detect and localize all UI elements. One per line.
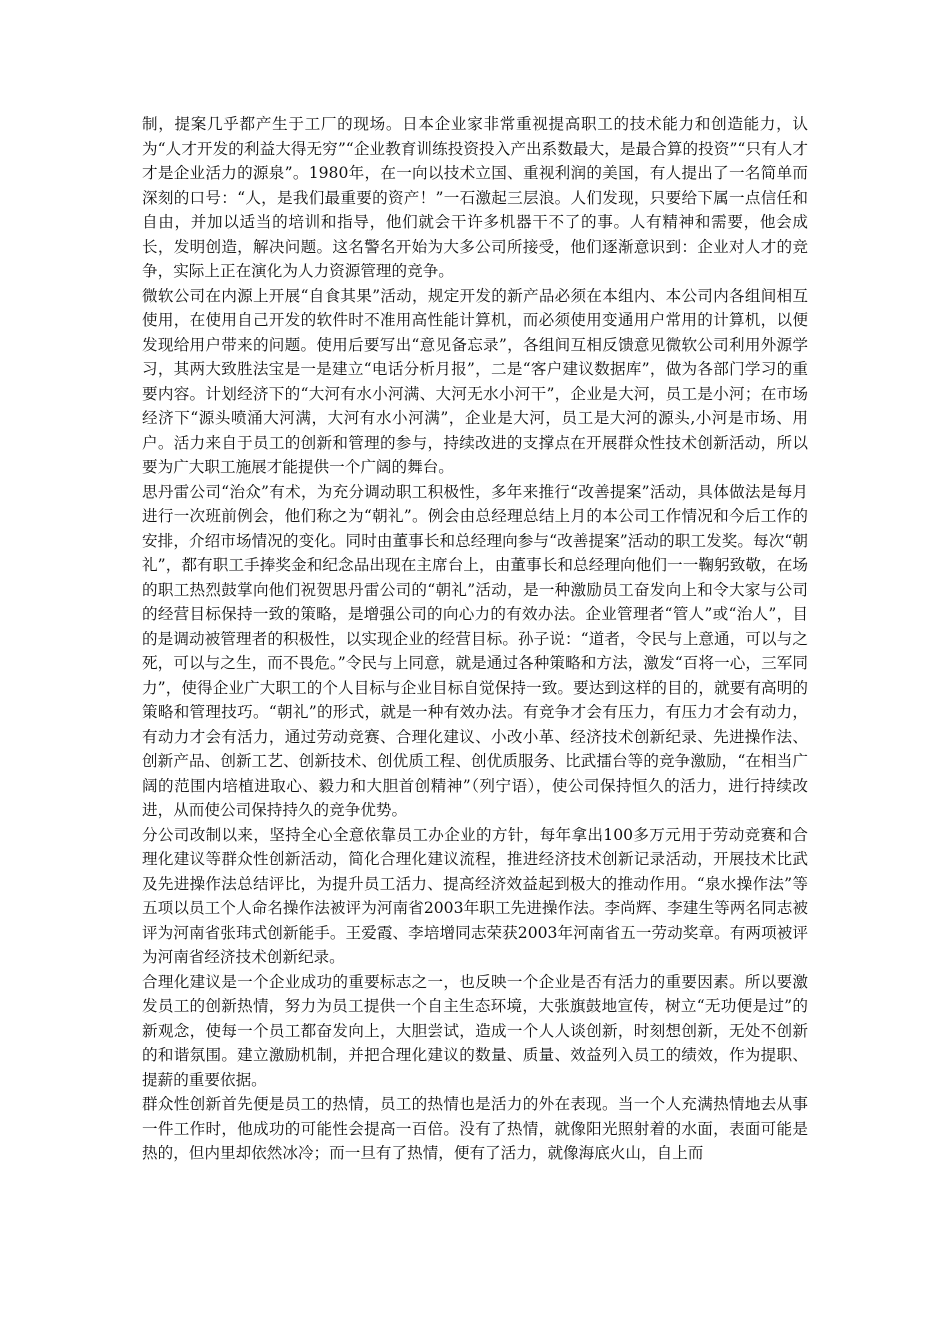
paragraph: 思丹雷公司“治众”有术，为充分调动职工积极性，多年来推行“改善提案”活动，具体做法是每月进行一次班前例会，他们称之为“朝礼”。例会由总经理总结上月的本公司工作情况和今后工作的安排，介绍市场情况的变化。同时由董事长和总经理向参与“改善提案”活动的职工发奖。每次“朝礼”，都有职工手捧奖金和纪念品出现在主席台上，由董事长和总经理向他们一一鞠躬致敬，在场的职工热烈鼓掌向他们祝贺思丹雷公司的“朝礼”活动，是一种激励员工奋发向上和令大家与公司的经营目标保持一致的策略，是增强公司的向心力的有效办法。企业管理者“管人”或“治人”，目的是调动被管理者的积极性，以实现企业的经营目标。孙子说：“道者，令民与上意通，可以与之死，可以与之生，而不畏危。”令民与上同意，就是通过各种策略和方法，激发“百将一心，三军同力”，使得企业广大职工的个人目标与企业目标自觉保持一致。要达到这样的目的，就要有高明的策略和管理技巧。“朝礼”的形式，就是一种有效办法。有竞争才会有压力，有压力才会有动力，有动力才会有活力，通过劳动竞赛、合理化建议、小改小革、经济技术创新纪录、先进操作法、创新产品、创新工艺、创新技术、创优质工程、创优质服务、比武擂台等的竞争激励，“在相当广阔的范围内培植进取心、毅力和大胆首创精神”（列宁语），使公司保持恒久的活力，进行持续改进，从而使公司保持持久的竞争优势。 [142,482,808,819]
paragraph: 群众性创新首先便是员工的热情，员工的热情也是活力的外在表现。当一个人充满热情地去从事一件工作时，他成功的可能性会提高一百倍。没有了热情，就像阳光照射着的水面，表面可能是热的，但内里却依然冰冷；而一旦有了热情，便有了活力，就像海底火山，自上而 [142,1095,808,1162]
paragraph: 合理化建议是一个企业成功的重要标志之一，也反映一个企业是否有活力的重要因素。所以要激发员工的创新热情，努力为员工提供一个自主生态环境，大张旗鼓地宣传，树立“无功便是过”的新观念，使每一个员工都奋发向上，大胆尝试，造成一个人人谈创新，时刻想创新，无处不创新的和谐氛围。建立激励机制，并把合理化建议的数量、质量、效益列入员工的绩效，作为提职、提薪的重要依据。 [142,972,808,1089]
paragraph: 微软公司在内源上开展“自食其果”活动，规定开发的新产品必须在本组内、本公司内各组间相互使用，在使用自己开发的软件时不准用高性能计算机，而必须使用变通用户常用的计算机，以便发现给用户带来的问题。使用后要写出“意见备忘录”，各组间互相反馈意见微软公司利用外源学习，其两大致胜法宝是一是建立“电话分析月报”，二是“客户建议数据库”，做为各部门学习的重要内容。计划经济下的“大河有水小河满、大河无水小河干”，企业是大河，员工是小河；在市场经济下“源头喷涌大河满，大河有水小河满”，企业是大河，员工是大河的源头,小河是市场、用户。活力来自于员工的创新和管理的参与，持续改进的支撑点在开展群众性技术创新活动，所以要为广大职工施展才能提供一个广阔的舞台。 [142,286,808,476]
paragraph: 分公司改制以来，坚持全心全意依靠员工办企业的方针，每年拿出100多万元用于劳动竞赛和合理化建议等群众性创新活动，简化合理化建议流程，推进经济技术创新记录活动，开展技术比武及先进操作法总结评比，为提升员工活力、提高经济效益起到极大的推动作用。“泉水操作法”等五项以员工个人命名操作法被评为河南省2003年职工先进操作法。李尚辉、李建生等两名同志被评为河南省张玮式创新能手。王爱霞、李培增同志荣获2003年河南省五一劳动奖章。有两项被评为河南省经济技术创新纪录。 [142,825,808,966]
document-page [142,112,808,1166]
paragraph: 制，提案几乎都产生于工厂的现场。日本企业家非常重视提高职工的技术能力和创造能力，认为“人才开发的利益大得无穷”“企业教育训练投资投入产出系数最大，是最合算的投资”“只有人才才是企业活力的源泉”。1980年，在一向以技术立国、重视利润的美国，有人提出了一名简单而深刻的口号：“人，是我们最重要的资产！”一石激起三层浪。人们发现，只要给下属一点信任和自由，并加以适当的培训和指导，他们就会干许多机器干不了的事。人有精神和需要，他会成长，发明创造，解决问题。这名警名开始为大多公司所接受，他们逐渐意识到：企业对人才的竞争，实际上正在演化为人力资源管理的竞争。 [142,115,808,280]
